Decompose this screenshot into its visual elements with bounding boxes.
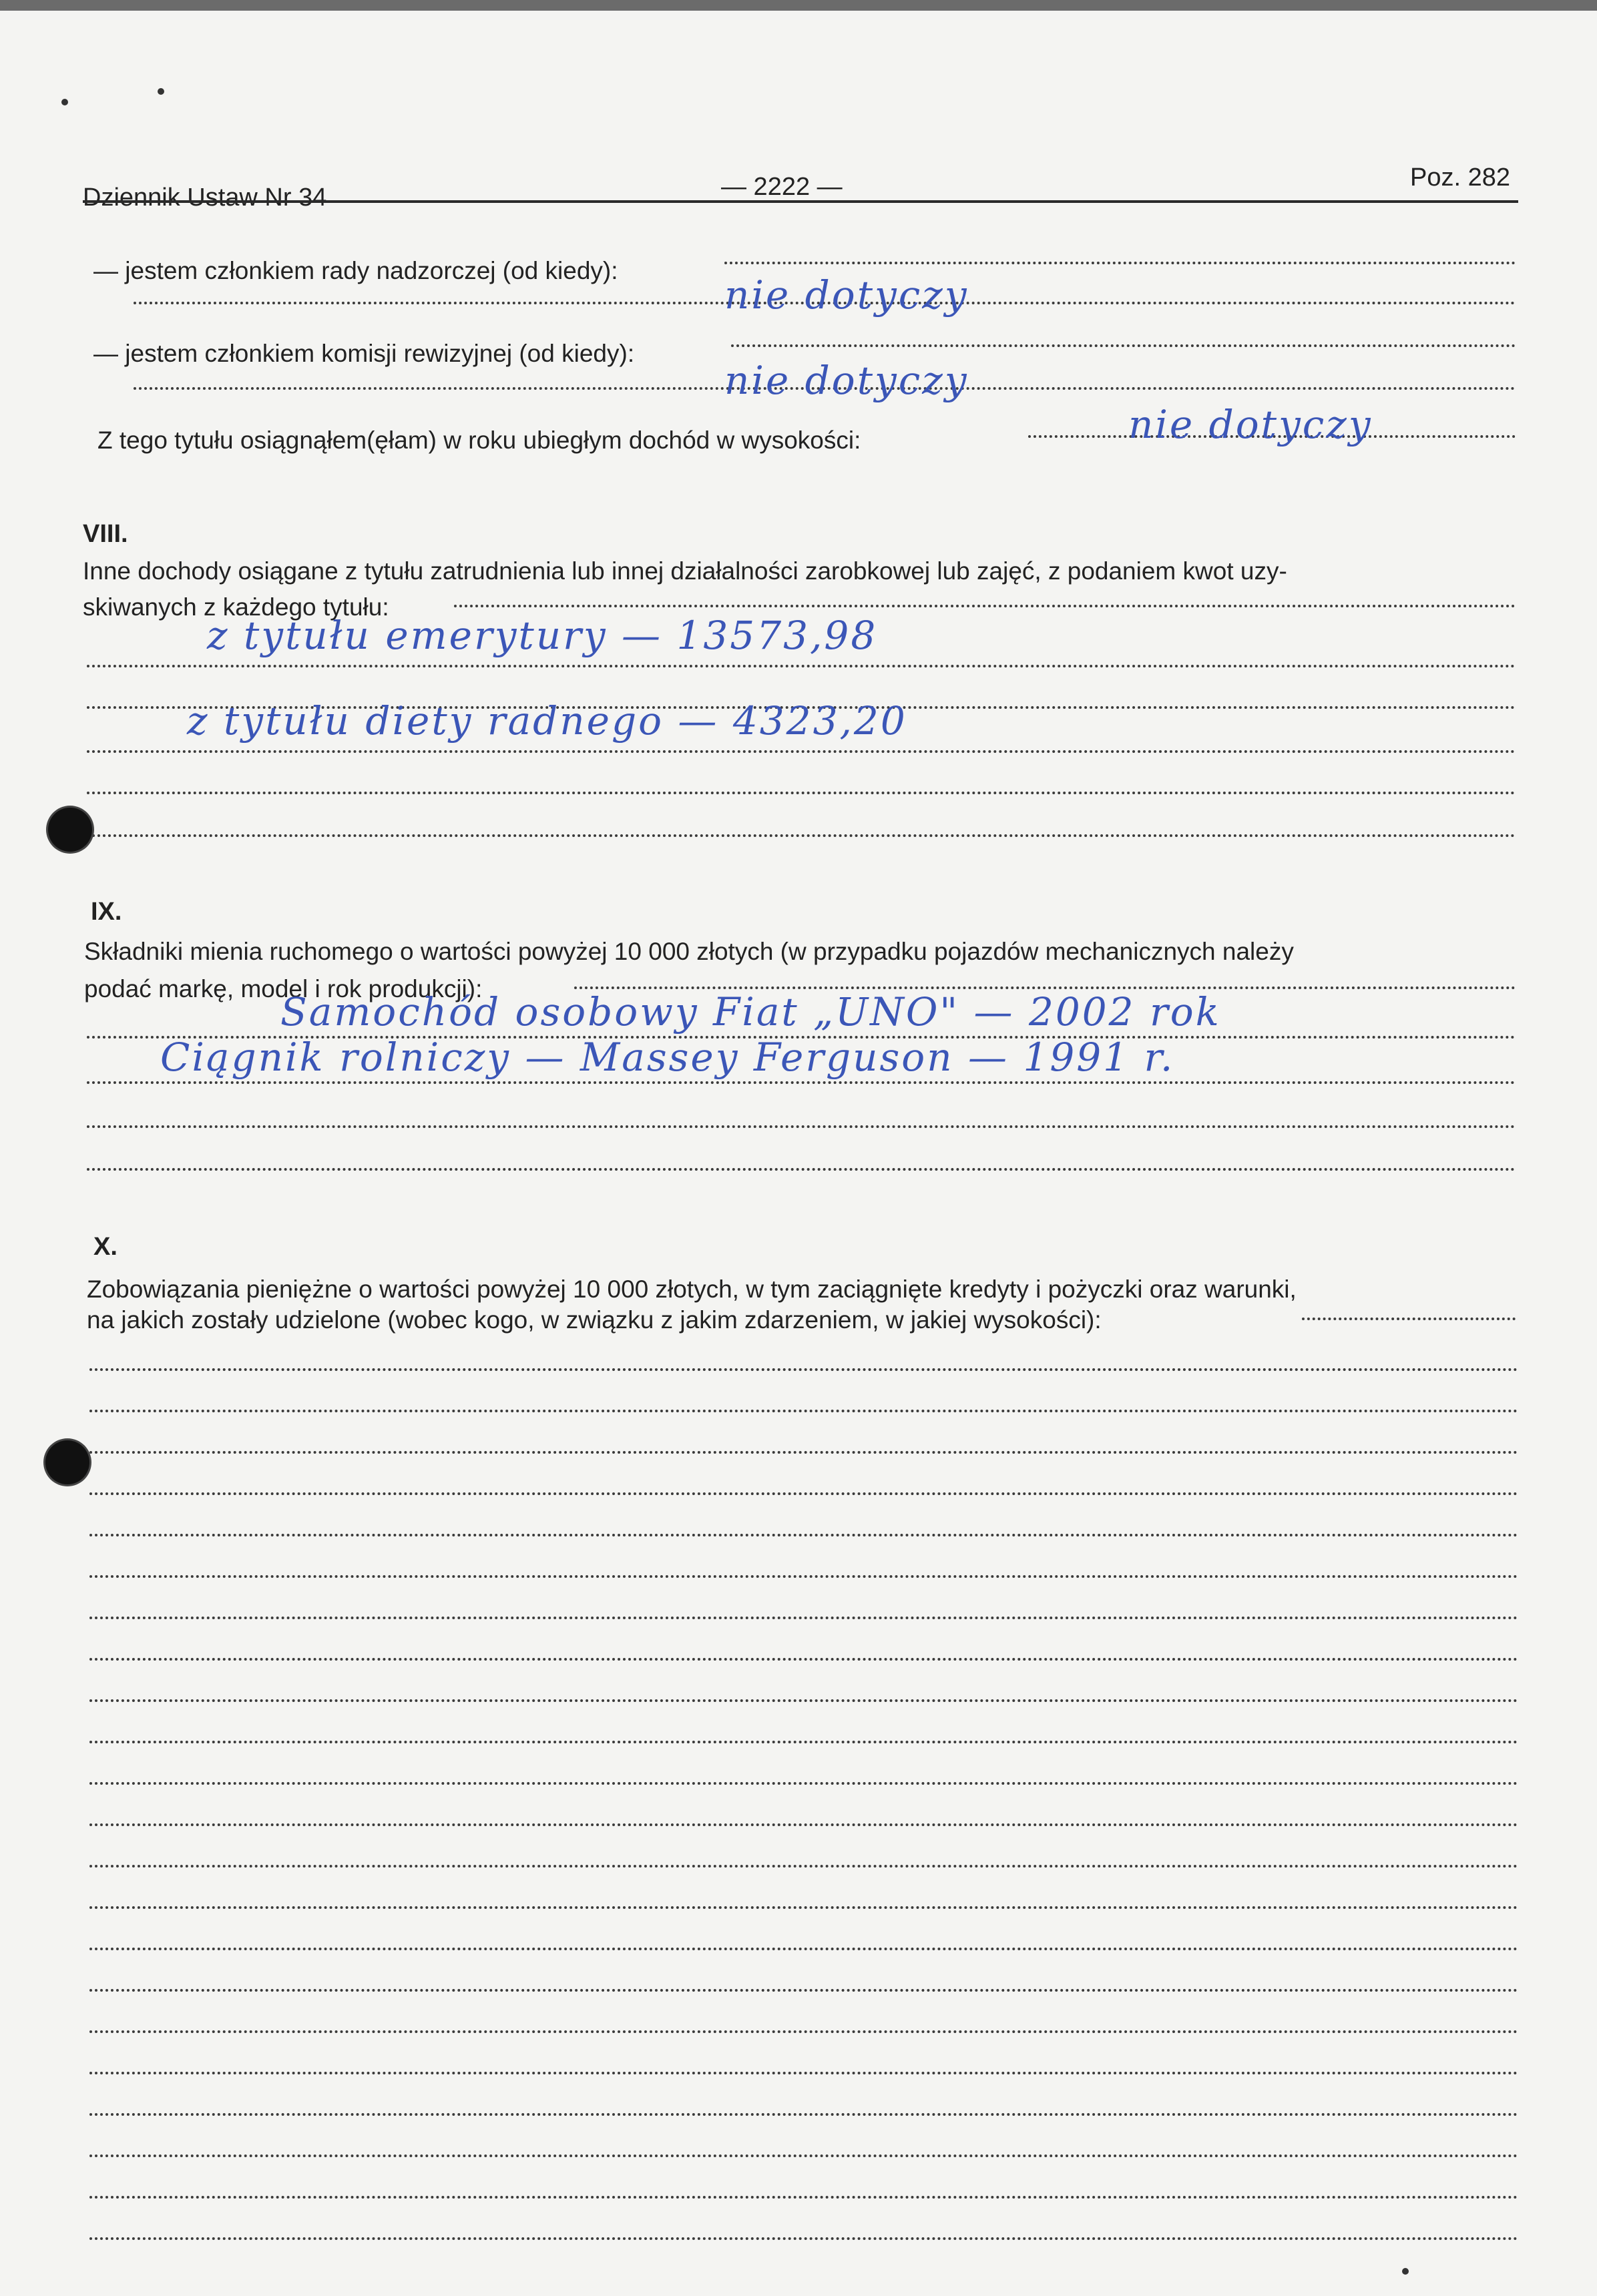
- dotted-line: [89, 1989, 1518, 1992]
- position-number: Poz. 282: [1410, 164, 1510, 192]
- dotted-line: [87, 750, 1516, 753]
- dotted-line: [87, 1168, 1516, 1171]
- punch-hole: [45, 1440, 89, 1484]
- section-ix-answer-1: Samochód osobowy Fiat „UNO" — 2002 rok: [280, 989, 1221, 1035]
- dotted-line: [87, 1081, 1516, 1084]
- dotted-line: [87, 834, 1516, 837]
- dotted-line: [89, 1865, 1518, 1868]
- audit-committee-answer: nie dotyczy: [724, 358, 969, 403]
- dotted-line: [89, 2030, 1518, 2033]
- dotted-line: [89, 1658, 1518, 1661]
- dotted-line: [89, 2113, 1518, 2116]
- section-x-number: X.: [93, 1233, 118, 1261]
- dotted-line: [89, 1534, 1518, 1536]
- dotted-line: [89, 1906, 1518, 1909]
- dotted-line: [89, 1575, 1518, 1578]
- section-x-text-line1: Zobowiązania pieniężne o wartości powyżej 10 000 złotych, w tym zaciągnięte kredyty i pożyczki oraz warunki,: [87, 1275, 1297, 1303]
- section-ix-number: IX.: [91, 898, 122, 926]
- dotted-line: [87, 665, 1516, 667]
- dotted-line: [87, 1125, 1516, 1128]
- punch-hole: [48, 808, 92, 852]
- dotted-line: [89, 1741, 1518, 1743]
- section-ix-answer-2: Ciągnik rolniczy — Massey Ferguson — 1991 r.: [160, 1035, 1175, 1080]
- audit-committee-label: — jestem członkiem komisji rewizyjnej (od kiedy):: [93, 340, 635, 367]
- dotted-line: [89, 2155, 1518, 2157]
- dotted-line: [89, 1699, 1518, 1702]
- scan-speck: [1402, 2268, 1409, 2275]
- section-x-text-line2: na jakich zostały udzielone (wobec kogo, w związku z jakim zdarzeniem, w jakiej wysokości):: [87, 1306, 1102, 1334]
- section-viii-number: VIII.: [83, 520, 128, 548]
- dotted-line: [731, 344, 1516, 347]
- dotted-line: [87, 792, 1516, 794]
- supervisory-board-label: — jestem członkiem rady nadzorczej (od kiedy):: [93, 257, 618, 284]
- dotted-line: [89, 2072, 1518, 2074]
- section-viii-answer-2: z tytułu diety radnego — 4323,20: [187, 698, 907, 744]
- section-viii-text-line1: Inne dochody osiągane z tytułu zatrudnienia lub innej działalności zarobkowej lub zajęć, z podaniem kwot uzy-: [83, 557, 1287, 585]
- supervisory-board-answer: nie dotyczy: [724, 272, 969, 318]
- dotted-line: [454, 605, 1516, 607]
- income-label: Z tego tytułu osiągnąłem(ęłam) w roku ubiegłym dochód w wysokości:: [97, 426, 861, 454]
- section-ix-text-line2: podać markę, model i rok produkcji):: [84, 975, 483, 1002]
- dotted-line: [89, 2237, 1518, 2240]
- section-ix-text-line1: Składniki mienia ruchomego o wartości powyżej 10 000 złotych (w przypadku pojazdów mechanicznych należy: [84, 938, 1294, 965]
- dotted-line: [89, 1492, 1518, 1495]
- dotted-line: [724, 262, 1516, 264]
- header-rule: [83, 200, 1518, 203]
- dotted-line: [89, 2196, 1518, 2199]
- income-answer: nie dotyczy: [1128, 402, 1373, 447]
- dotted-line: [89, 1948, 1518, 1950]
- dotted-line: [89, 1410, 1518, 1412]
- dotted-line: [89, 1823, 1518, 1826]
- dotted-line: [89, 1451, 1518, 1454]
- dotted-line: [89, 1782, 1518, 1785]
- journal-title: Dziennik Ustaw Nr 34: [83, 184, 327, 212]
- scan-top-edge: [0, 0, 1597, 11]
- dotted-line: [89, 1368, 1518, 1371]
- scan-speck: [61, 99, 68, 105]
- dotted-line: [89, 1617, 1518, 1619]
- dotted-line: [1302, 1318, 1516, 1320]
- page-number: — 2222 —: [721, 173, 843, 201]
- section-viii-answer-1: z tytułu emerytury — 13573,98: [207, 613, 878, 658]
- section-viii-text-line2: skiwanych z każdego tytułu:: [83, 593, 389, 621]
- scan-speck: [158, 88, 164, 95]
